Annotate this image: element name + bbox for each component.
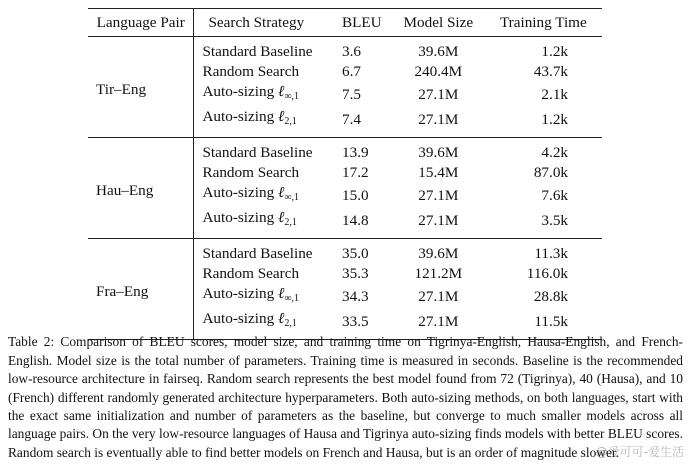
strategy-cell: Standard Baseline <box>194 239 328 265</box>
table-caption: Table 2: Comparison of BLEU scores, model size, and training time on Tigrinya-English, Hausa-English, and French-English. Model size is the total number of parameters. Training time is measured in seconds. Baseline is the recommended low-resource architecture in fairseq. Random search represents the best model found from 72 (Tigrinya), 40 (Hausa), and 10 (French) different randomly generated architecture hyperparameters. Both auto-sizing methods, on both languages, start with the exact same initialization and number of parameters as the baseline, but converge to much smaller models across all language pairs. On the very low-resource languages of Hausa and Tigrinya auto-sizing finds models with better BLEU scores. Random search is eventually able to find better models on French and Hausa, but is an order of magnitude slower. <box>8 334 683 460</box>
strategy-cell <box>194 208 328 239</box>
group-tir-eng <box>88 37 602 138</box>
ell-symbol: ℓ <box>277 310 285 327</box>
strategy-cell: Random Search <box>202 265 300 282</box>
strategy-cell: Random Search <box>202 63 300 80</box>
bleu-cell: 33.5 <box>342 312 369 330</box>
norm-subscript: ∞,1 <box>284 192 299 203</box>
header-language-pair: Language Pair <box>88 9 194 37</box>
language-pair-cell: Hau–Eng <box>88 138 194 239</box>
ell-symbol: ℓ <box>277 184 285 201</box>
bleu-cell: 34.3 <box>342 287 369 305</box>
size-cell: 240.4M <box>414 63 463 80</box>
strategy-name: Auto-sizing <box>202 310 275 327</box>
bleu-cell: 15.0 <box>342 186 369 204</box>
l-2-1-norm <box>278 310 297 327</box>
strategy-name: Auto-sizing <box>202 209 275 226</box>
strategy-cell: Standard Baseline <box>194 138 328 164</box>
time-cell: 11.3k <box>485 239 602 265</box>
size-cell: 39.6M <box>392 239 485 265</box>
bleu-cell: 7.5 <box>342 85 361 103</box>
header-bleu: BLEU <box>328 9 392 37</box>
time-cell: 7.6k <box>541 186 568 204</box>
group-fra-eng <box>88 239 602 340</box>
results-table-container <box>88 8 602 340</box>
time-cell: 1.2k <box>541 43 568 60</box>
l-inf-1-norm <box>278 285 299 302</box>
bleu-cell: 35.3 <box>342 265 369 282</box>
header-model-size: Model Size <box>392 9 485 37</box>
l-2-1-norm <box>278 108 297 125</box>
bleu-cell: 3.6 <box>342 43 361 60</box>
header-training-time: Training Time <box>485 9 602 37</box>
group-hau-eng <box>88 138 602 239</box>
size-cell: 39.6M <box>392 138 485 164</box>
size-cell: 27.1M <box>418 312 459 330</box>
strategy-name: Auto-sizing <box>202 184 275 201</box>
table-row <box>88 138 602 164</box>
l-inf-1-norm <box>278 184 299 201</box>
norm-subscript: ∞,1 <box>284 293 299 304</box>
ell-symbol: ℓ <box>277 108 285 125</box>
norm-subscript: 2,1 <box>284 116 297 127</box>
size-cell: 121.2M <box>414 265 463 282</box>
ell-symbol: ℓ <box>277 209 285 226</box>
strategy-cell <box>194 107 328 138</box>
bleu-cell: 6.7 <box>342 63 361 80</box>
time-cell: 3.5k <box>541 211 568 229</box>
size-cell: 27.1M <box>418 211 459 229</box>
time-cell: 43.7k <box>533 63 568 80</box>
norm-subscript: ∞,1 <box>284 91 299 102</box>
header-row <box>88 9 602 37</box>
time-cell: 28.8k <box>533 287 568 305</box>
time-cell: 116.0k <box>526 265 568 282</box>
bleu-cell: 7.4 <box>342 110 361 128</box>
results-table <box>88 8 602 340</box>
strategy-name: Auto-sizing <box>202 108 275 125</box>
time-cell: 4.2k <box>485 138 602 164</box>
l-inf-1-norm <box>278 83 299 100</box>
language-pair-cell: Tir–Eng <box>88 37 194 138</box>
strategy-cell <box>194 284 328 309</box>
time-cell: 2.1k <box>541 85 568 103</box>
table-row <box>88 37 602 63</box>
bleu-cell: 35.0 <box>328 239 392 265</box>
time-cell: 1.2k <box>541 110 568 128</box>
size-cell: 27.1M <box>418 287 459 305</box>
ell-symbol: ℓ <box>277 83 285 100</box>
bleu-cell: 13.9 <box>328 138 392 164</box>
strategy-cell: Random Search <box>202 164 300 181</box>
bleu-cell: 17.2 <box>342 164 369 181</box>
strategy-cell <box>194 82 328 107</box>
l-2-1-norm <box>278 209 297 226</box>
ell-symbol: ℓ <box>277 285 285 302</box>
bleu-cell: 14.8 <box>342 211 369 229</box>
strategy-name: Auto-sizing <box>202 83 275 100</box>
watermark: @爱可可-爱生活 <box>595 445 684 459</box>
size-cell: 27.1M <box>418 186 459 204</box>
time-cell: 87.0k <box>533 164 568 181</box>
header-search-strategy: Search Strategy <box>194 9 328 37</box>
table-row <box>88 239 602 265</box>
strategy-name: Auto-sizing <box>202 285 275 302</box>
size-cell: 15.4M <box>418 164 459 181</box>
size-cell: 27.1M <box>418 110 459 128</box>
norm-subscript: 2,1 <box>284 217 297 228</box>
size-cell: 27.1M <box>418 85 459 103</box>
strategy-cell: Standard Baseline <box>202 43 313 60</box>
size-cell: 39.6M <box>418 43 459 60</box>
time-cell: 11.5k <box>534 312 568 330</box>
strategy-cell <box>194 183 328 208</box>
language-pair-cell: Fra–Eng <box>88 239 194 340</box>
norm-subscript: 2,1 <box>284 318 297 329</box>
